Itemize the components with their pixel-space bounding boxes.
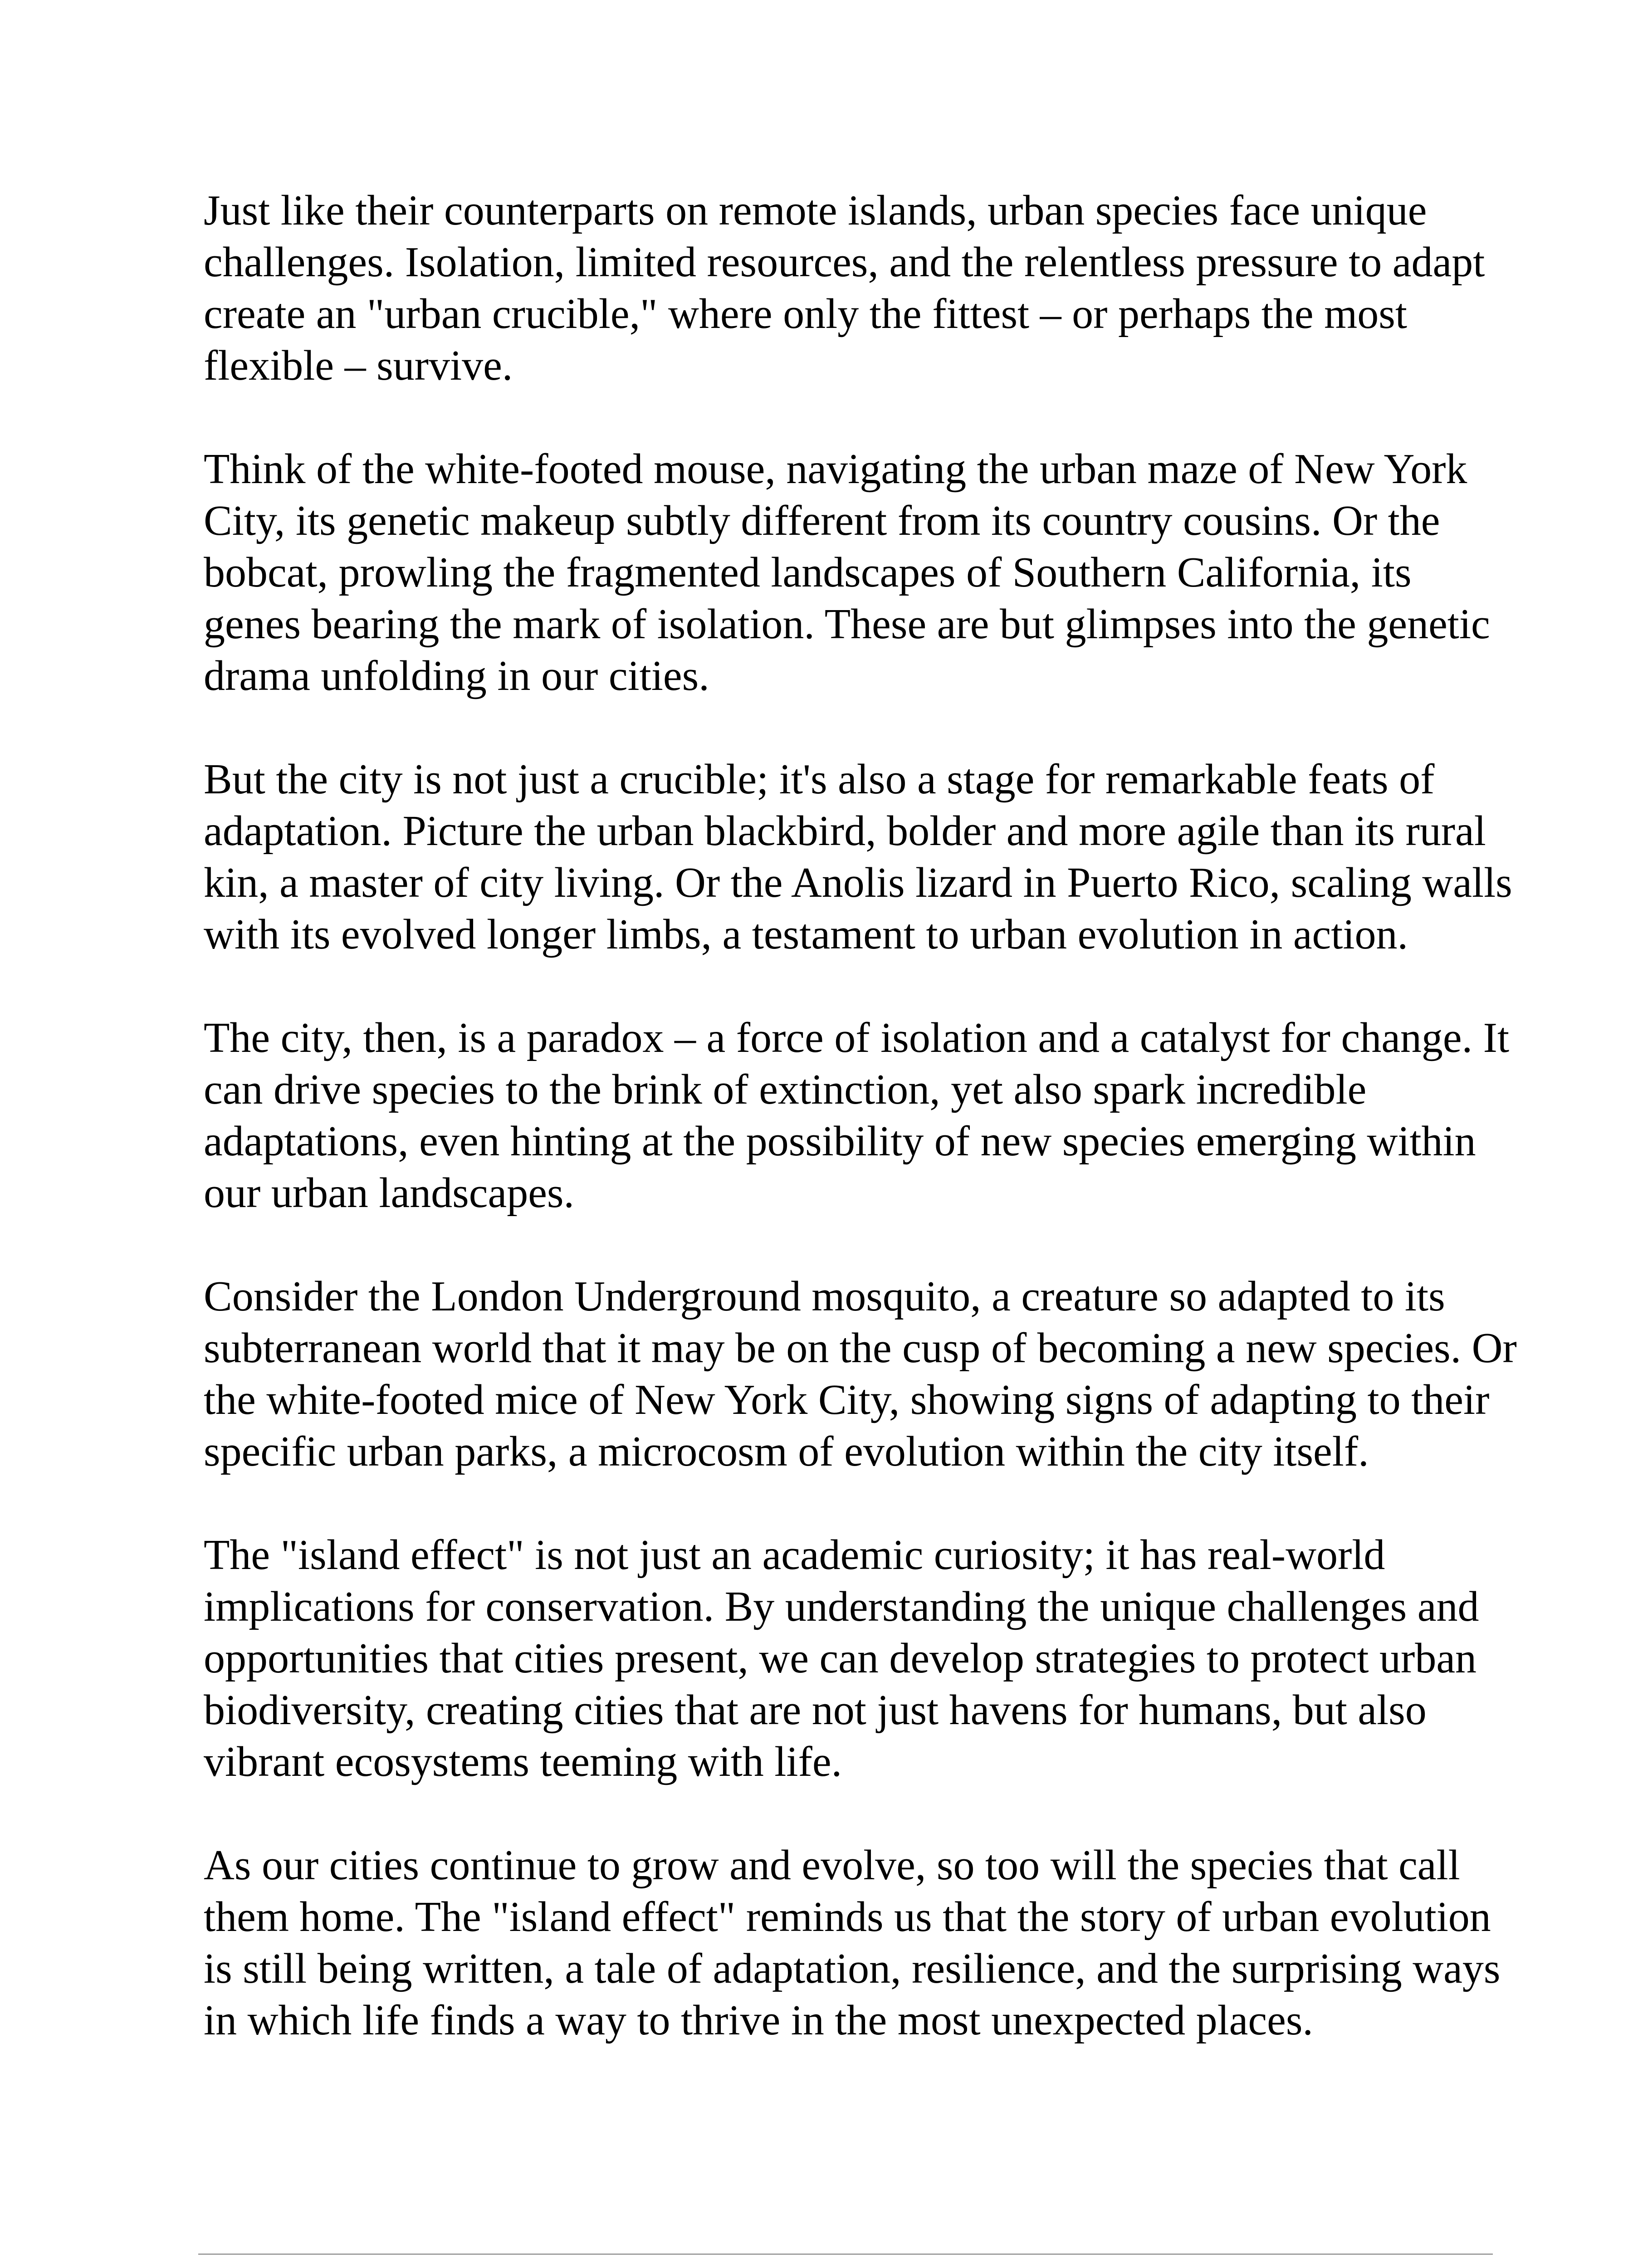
footer-divider xyxy=(198,2253,1493,2255)
paragraph-3: But the city is not just a crucible; it's also a stage for remarkable feats of adaptation. Picture the urban blackbird, bolder and more agile than its rural kin, a master of city living. Or the Anolis lizard in Puerto Rico, scaling walls with its evolved longer limbs, a testament to urban evolution in action. xyxy=(204,756,1512,958)
paragraph-1: Just like their counterparts on remote islands, urban species face unique challenges. Isolation, limited resources, and the relentless pressure to adapt create an "urban crucible," where only the fittest – or perhaps the most flexible – survive. xyxy=(204,187,1485,389)
paragraph-2: Think of the white-footed mouse, navigating the urban maze of New York City, its genetic makeup subtly different from its country cousins. Or the bobcat, prowling the fragmented landscapes of Southern California, its genes bearing the mark of isolation. These are but glimpses into the genetic drama unfolding in our cities. xyxy=(204,445,1490,699)
paragraph-5: Consider the London Underground mosquito, a creature so adapted to its subterranean world that it may be on the cusp of becoming a new species. Or the white-footed mice of New York City, showing signs of adapting to their specific urban parks, a microcosm of evolution within the city itself. xyxy=(204,1273,1517,1475)
body-text xyxy=(204,185,1519,2046)
paragraph-7: As our cities continue to grow and evolve, so too will the species that call them home. The "island effect" reminds us that the story of urban evolution is still being written, a tale of adaptation, resilience, and the surprising ways in which life finds a way to thrive in the most unexpected places. xyxy=(204,1842,1501,2044)
paragraph-6: The "island effect" is not just an academic curiosity; it has real-world implications for conservation. By understanding the unique challenges and opportunities that cities present, we can develop strategies to protect urban biodiversity, creating cities that are not just havens for humans, but also vibrant ecosystems teeming with life. xyxy=(204,1531,1479,1785)
paragraph-4: The city, then, is a paradox – a force of isolation and a catalyst for change. It can drive species to the brink of extinction, yet also spark incredible adaptations, even hinting at the possibility of new species emerging within our urban landscapes. xyxy=(204,1014,1510,1217)
